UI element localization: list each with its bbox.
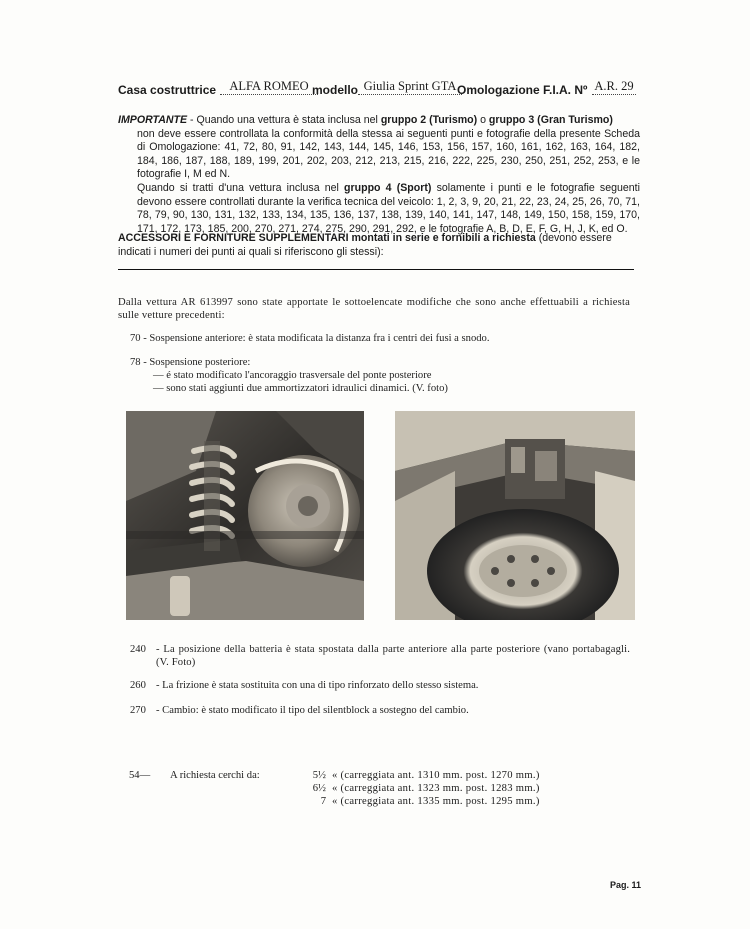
important-body-2 xyxy=(118,182,640,236)
wheel-size: 6½ xyxy=(312,783,326,794)
manufacturer-value: ALFA ROMEO xyxy=(220,79,318,95)
homologation-header xyxy=(118,78,638,100)
item-240 xyxy=(130,643,630,669)
important-notice xyxy=(118,114,640,236)
rear-suspension-image xyxy=(126,411,364,620)
important-text: - Quando una vettura è stata inclusa nel xyxy=(187,114,381,126)
item-54-number: 54— xyxy=(129,770,151,781)
page-number: Pag. 11 xyxy=(610,880,642,890)
important-text: o xyxy=(477,114,489,126)
item-78-point-b: — sono stati aggiunti due ammortizzatori idraulici dinamici. (V. foto) xyxy=(153,383,448,394)
wheel-track-text: « (carreggiata ant. 1323 mm. post. 1283 mm.) xyxy=(332,783,540,794)
model-label: modello xyxy=(312,83,359,97)
accessories-subtitle: montati in serie e fornibili a richiesta xyxy=(348,232,536,244)
important-lead: IMPORTANTE xyxy=(118,114,188,126)
item-78-point-a: — é stato modificato l'ancoraggio trasversale del ponte posteriore xyxy=(153,370,432,381)
accessories-section xyxy=(118,231,640,259)
item-54-label: A richiesta cerchi da: xyxy=(170,770,260,781)
wheel-option-row xyxy=(300,796,540,807)
item-260-number: 260 xyxy=(130,680,146,691)
accessories-note: (devono essere indicati i numeri dei punti ai quali si riferiscono gli stessi): xyxy=(118,232,612,258)
item-78 xyxy=(130,356,630,395)
item-240-number: 240 xyxy=(130,644,146,655)
item-260-text: - La frizione è stata sostituita con una di tipo rinforzato dello stesso sistema. xyxy=(156,680,479,691)
item-260 xyxy=(130,679,630,692)
group-2-label: gruppo 2 (Turismo) xyxy=(380,114,478,126)
group-3-label: gruppo 3 (Gran Turismo) xyxy=(488,114,613,126)
wheel-size: 5½ xyxy=(312,770,326,781)
modifications-intro: Dalla vettura AR 613997 sono state apportate le sottoelencate modifiche che sono anche effettuabili a richiesta sulle vetture precedenti: xyxy=(118,297,630,321)
important-body-1: non deve essere controllata la conformità della stessa ai seguenti punti e fotografie della presente Scheda di Omologazione: 41, 72, 80, 91, 142, 143, 144, 145, 146, 153, 156, 157, 160, 161, 162, 163, 164, 182, 184, 186, 187, 188, 189, 199, 201, 202, 203, 212, 213, 215, 216, 222, 225, 230, 250, 251, 252, 253, e le fotografie I, M ed N. xyxy=(137,127,640,181)
item-78-heading: 78 - Sospensione posteriore: xyxy=(130,357,251,368)
rear-suspension-photo xyxy=(126,411,364,620)
item-270-text: - Cambio: è stato modificato il tipo del silentblock a sostegno del cambio. xyxy=(156,705,469,716)
accessories-title: ACCESSORI E FORNITURE SUPPLEMENTARI xyxy=(118,232,349,244)
group-4-label: gruppo 4 (Sport) xyxy=(344,181,432,194)
wheel-track-text: « (carreggiata ant. 1310 mm. post. 1270 mm.) xyxy=(332,770,540,781)
homologation-label: Omologazione F.I.A. Nº xyxy=(457,83,588,97)
wheel-track-text: « (carreggiata ant. 1335 mm. post. 1295 mm.) xyxy=(332,796,540,807)
wheel-size: 7 xyxy=(320,796,326,807)
item-270-number: 270 xyxy=(130,705,146,716)
trunk-battery-photo xyxy=(395,411,635,620)
item-70: 70 - Sospensione anteriore: è stata modificata la distanza fra i centri dei fusi a snodo. xyxy=(130,333,490,344)
homologation-value: A.R. 29 xyxy=(592,79,636,95)
manufacturer-label: Casa costruttrice xyxy=(118,83,217,97)
important-text: solamente i punti e le fotografie seguenti devono essere controllati durante la verifica tecnica del veicolo: 1, 2, 3, 9, 20, 21, 22, 23, 24, 25, 26, 70, 71, 78, 79, 90, 130, 131, 132, 133, 134, 135, 136, 137, 138, 139, 140, 141, 147, 148, 149, 150, 158, 159, 170, 171, 172, 173, 185, 200, 270, 271, 274, 275, 290, 291, 292, e le fotografie A, B, D, E, F, G, H, J, K, ed O. xyxy=(137,181,640,235)
important-text: Quando si tratti d'una vettura inclusa nel xyxy=(137,181,345,194)
divider-line xyxy=(118,269,634,270)
item-240-text: - La posizione della batteria è stata spostata dalla parte anteriore alla parte posteriore (vano portabagagli. (V. Foto) xyxy=(156,644,630,668)
trunk-battery-image xyxy=(395,411,635,620)
wheel-option-row xyxy=(300,770,540,781)
item-270 xyxy=(130,704,630,717)
wheel-option-row xyxy=(300,783,540,794)
model-value: Giulia Sprint GTA xyxy=(358,79,462,95)
